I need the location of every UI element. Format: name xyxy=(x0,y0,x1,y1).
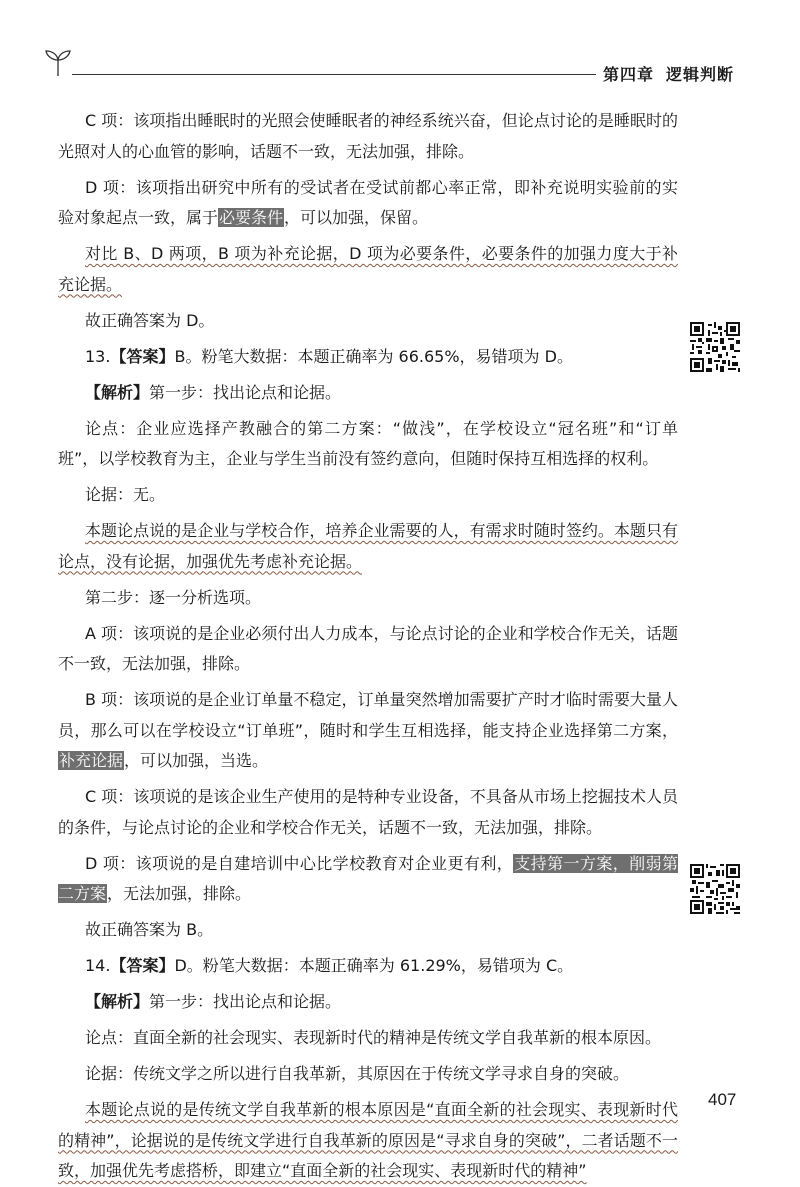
page-header xyxy=(0,0,800,90)
analysis-label: 【解析】 xyxy=(85,992,150,1011)
question-number: 14. xyxy=(85,956,111,975)
question-13-option-d xyxy=(58,849,678,910)
question-13-answer xyxy=(58,342,678,373)
question-13-option-c: C 项：该项说的是该企业生产使用的是特种专业设备，不具备从市场上挖掘技术人员的条件，与论点讨论的企业和学校合作无关，话题不一致，无法加强，排除。 xyxy=(58,787,678,837)
paragraph-answer: 故正确答案为 D。 xyxy=(85,310,215,330)
wavy-underlined-text: 本题论点说的是企业与学校合作，培养企业需要的人，有需求时随时签约。本题只有论点，没有论据，加强优先考虑补充论据。 xyxy=(58,521,678,571)
wavy-underlined-text: 本题论点说的是传统文学自我革新的根本原因是“直面全新的社会现实、表现新时代的精神”，论据说的是传统文学进行自我革新的原因是“寻求自身的突破”，二者话题不一致，加强优先考虑搭桥，即建立“直面全新的社会现实、表现新时代的精神” xyxy=(58,1100,678,1180)
question-14-evidence: 论据：传统文学之所以进行自我革新，其原因在于传统文学寻求自身的突破。 xyxy=(85,1064,630,1083)
wavy-underlined-text: 对比 B、D 两项，B 项为补充论据，D 项为必要条件，必要条件的加强力度大于补充论据。 xyxy=(58,244,678,294)
highlight: 支持第一方案，削弱第二方案 xyxy=(58,853,678,903)
question-13-analysis xyxy=(58,378,678,409)
question-13-evidence: 论据：无。 xyxy=(85,485,166,504)
question-13-summary xyxy=(58,516,678,577)
header-rule xyxy=(72,74,596,75)
text: D 项：该项指出研究中所有的受试者在受试前都心率正常，即补充说明实验前的实验对象起点一致，属于 xyxy=(58,177,678,227)
qr-code-icon xyxy=(690,322,740,372)
question-13-argument: 论点：企业应选择产教融合的第二方案：“做浅”，在学校设立“冠名班”和“订单班”，以学校教育为主，企业与学生当前没有签约意向，但随时保持互相选择的权利。 xyxy=(58,418,678,468)
text: ，可以加强，保留。 xyxy=(284,208,429,227)
text: D。粉笔大数据：本题正确率为 61.29%，易错项为 C。 xyxy=(174,956,574,975)
answer-label: 【答案】 xyxy=(110,956,175,975)
chapter-number: 第四章 xyxy=(603,65,655,84)
text: B。粉笔大数据：本题正确率为 66.65%，易错项为 D。 xyxy=(174,346,573,366)
chapter-heading xyxy=(603,62,734,85)
sprout-icon xyxy=(44,48,72,78)
text: 第一步：找出论点和论据。 xyxy=(149,382,342,402)
chapter-title: 逻辑判断 xyxy=(666,65,735,84)
page-body xyxy=(58,106,678,1187)
paragraph-option-c: C 项：该项指出睡眠时的光照会使睡眠者的神经系统兴奋，但论点讨论的是睡眠时的光照对人的心血管的影响，话题不一致，无法加强，排除。 xyxy=(58,111,678,161)
text: D 项：该项说的是自建培训中心比学校教育对企业更有利， xyxy=(85,853,514,873)
text: B 项：该项说的是企业订单量不稳定，订单量突然增加需要扩产时才临时需要大量人员，那么可以在学校设立“订单班”，随时和学生互相选择，能支持企业选择第二方案， xyxy=(58,690,678,740)
text: 第一步：找出论点和论据。 xyxy=(149,992,342,1011)
answer-label: 【答案】 xyxy=(110,346,175,366)
question-14-analysis xyxy=(58,987,678,1018)
question-13-option-a: A 项：该项说的是企业必须付出人力成本，与论点讨论的企业和学校合作无关，话题不一致，无法加强，排除。 xyxy=(58,623,678,673)
qr-code-icon xyxy=(690,864,740,914)
question-14-summary xyxy=(58,1095,678,1187)
highlight: 必要条件 xyxy=(219,208,284,227)
analysis-label: 【解析】 xyxy=(85,382,150,402)
page-number: 407 xyxy=(708,1090,737,1109)
question-14-answer xyxy=(58,951,678,982)
question-14-argument: 论点：直面全新的社会现实、表现新时代的精神是传统文学自我革新的根本原因。 xyxy=(85,1028,662,1047)
paragraph-option-d xyxy=(58,173,678,234)
text: ，可以加强，当选。 xyxy=(124,751,269,770)
question-13-step2: 第二步：逐一分析选项。 xyxy=(85,587,262,607)
question-number: 13. xyxy=(85,346,111,366)
paragraph-comparison xyxy=(58,239,678,300)
text: ，无法加强，排除。 xyxy=(107,884,252,903)
question-13-option-b xyxy=(58,685,678,777)
question-13-final: 故正确答案为 B。 xyxy=(85,920,214,939)
highlight: 补充论据 xyxy=(59,751,124,770)
